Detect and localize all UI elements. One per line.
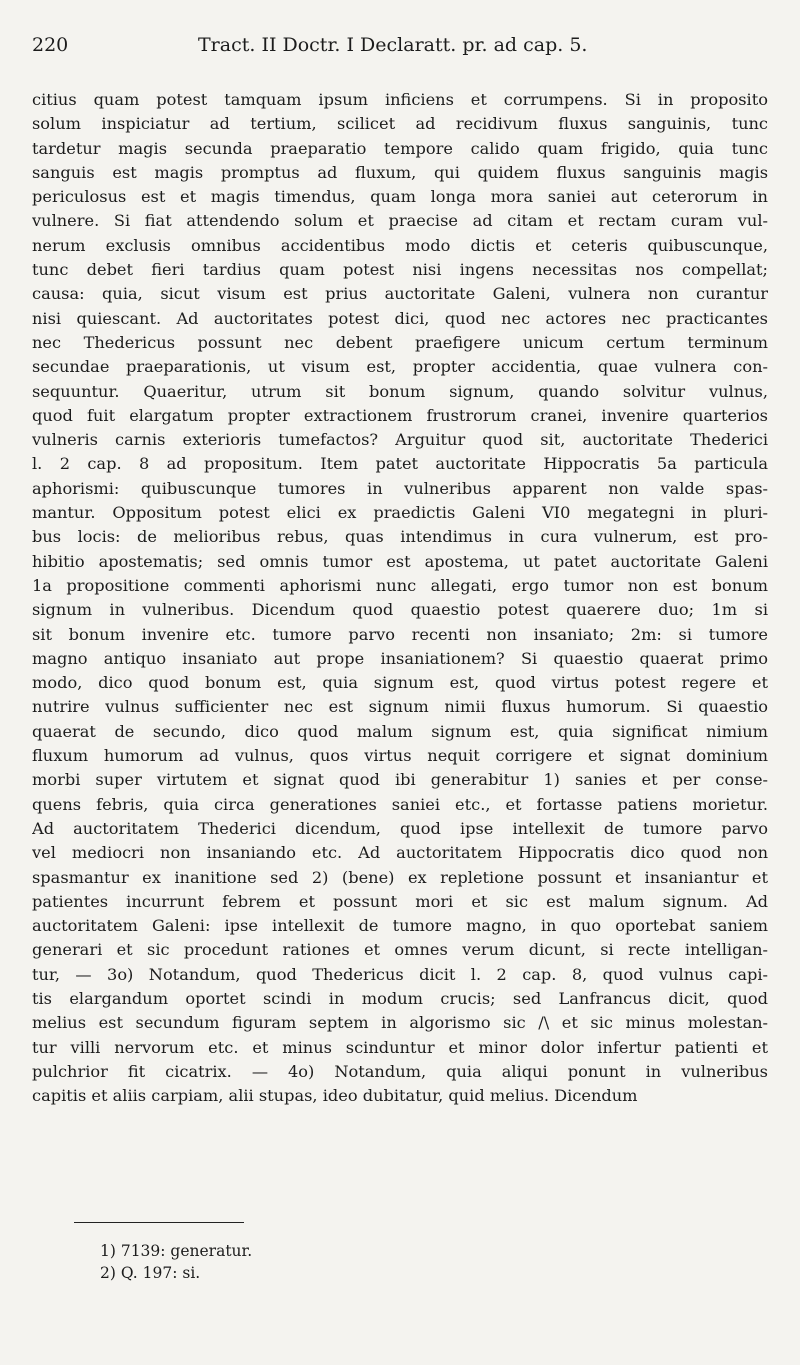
text-line: secundae praeparationis, ut visum est, propter accidentia, quae vulnera con- bbox=[32, 357, 768, 377]
text-line: nisi quiescant. Ad auctoritates potest dici, quod nec actores nec practicantes bbox=[32, 308, 768, 328]
footnote: 1) 7139: generatur. bbox=[100, 1242, 253, 1260]
text-line: tis elargandum oportet scindi in modum crucis; sed Lanfrancus dicit, quod bbox=[32, 988, 768, 1008]
text-line: vel mediocri non insaniando etc. Ad auctoritatem Hippocratis dico quod non bbox=[32, 843, 768, 863]
text-line: capitis et aliis carpiam, alii stupas, ideo dubitatur, quid melius. Dicendum bbox=[32, 1086, 638, 1106]
text-line: tur, — 3o) Notandum, quod Thedericus dicit l. 2 cap. 8, quod vulnus capi- bbox=[32, 964, 768, 984]
text-line: mantur. Oppositum potest elici ex praedictis Galeni VI0 megategni in pluri- bbox=[32, 503, 768, 523]
text-line: quaerat de secundo, dico quod malum signum est, quia significat nimium bbox=[32, 721, 768, 741]
text-line: magno antiquo insaniato aut prope insaniationem? Si quaestio quaerat primo bbox=[32, 648, 768, 668]
text-line: spasmantur ex inanitione sed 2) (bene) ex repletione possunt et insaniantur et bbox=[32, 867, 768, 887]
text-line: fluxum humorum ad vulnus, quos virtus nequit corrigere et signat dominium bbox=[32, 746, 768, 766]
text-line: periculosus est et magis timendus, quam longa mora saniei aut ceterorum in bbox=[32, 187, 768, 207]
footnotes bbox=[100, 1240, 500, 1284]
text-line: sit bonum invenire etc. tumore parvo recenti non insaniato; 2m: si tumore bbox=[32, 624, 768, 644]
text-line: morbi super virtutem et signat quod ibi generabitur 1) sanies et per conse- bbox=[32, 770, 768, 790]
text-line: 1a propositione commenti aphorismi nunc allegati, ergo tumor non est bonum bbox=[32, 575, 768, 595]
text-line: signum in vulneribus. Dicendum quod quaestio potest quaerere duo; 1m si bbox=[32, 600, 768, 620]
text-line: sequuntur. Quaeritur, utrum sit bonum signum, quando solvitur vulnus, bbox=[32, 381, 768, 401]
text-line: pulchrior fit cicatrix. — 4o) Notandum, quia aliqui ponunt in vulneribus bbox=[32, 1061, 768, 1081]
text-line: tardetur magis secunda praeparatio tempore calido quam frigido, quia tunc bbox=[32, 138, 768, 158]
text-line: hibitio apostematis; sed omnis tumor est apostema, ut patet auctoritate Galeni bbox=[32, 551, 768, 571]
text-line: modo, dico quod bonum est, quia signum est, quod virtus potest regere et bbox=[32, 673, 768, 693]
text-line: melius est secundum figuram septem in algorismo sic /\ et sic minus molestan- bbox=[32, 1013, 768, 1033]
text-line: generari et sic procedunt rationes et omnes verum dicunt, si recte intelligan- bbox=[32, 940, 768, 960]
text-line: bus locis: de melioribus rebus, quas intendimus in cura vulnerum, est pro- bbox=[32, 527, 768, 547]
body-text bbox=[32, 88, 768, 1108]
text-line: tur villi nervorum etc. et minus scinduntur et minor dolor infertur patienti et bbox=[32, 1037, 768, 1057]
text-line: citius quam potest tamquam ipsum inficiens et corrumpens. Si in proposito bbox=[32, 90, 768, 109]
text-line: causa: quia, sicut visum est prius auctoritate Galeni, vulnera non curantur bbox=[32, 284, 768, 304]
text-line: quens febris, quia circa generationes saniei etc., et fortasse patiens morietur. bbox=[32, 794, 768, 814]
text-line: nec Thedericus possunt nec debent praefigere unicum certum terminum bbox=[32, 332, 768, 352]
text-line: quod fuit elargatum propter extractionem frustrorum cranei, invenire quarterios bbox=[32, 405, 768, 425]
running-head: Tract. II Doctr. I Declaratt. pr. ad cap. 5. bbox=[198, 34, 588, 56]
page-number: 220 bbox=[32, 34, 69, 56]
text-line: vulnere. Si fiat attendendo solum et praecise ad citam et rectam curam vul- bbox=[32, 211, 768, 231]
text-line: Ad auctoritatem Thederici dicendum, quod ipse intellexit de tumore parvo bbox=[32, 818, 768, 838]
page-header bbox=[32, 34, 772, 64]
text-line: patientes incurrunt febrem et possunt mori et sic est malum signum. Ad bbox=[32, 891, 768, 911]
text-line: nutrire vulnus sufficienter nec est signum nimii fluxus humorum. Si quaestio bbox=[32, 697, 768, 717]
footnote: 2) Q. 197: si. bbox=[100, 1264, 201, 1282]
text-line: vulneris carnis exterioris tumefactos? Arguitur quod sit, auctoritate Thederici bbox=[32, 430, 768, 450]
footnote-rule bbox=[74, 1222, 244, 1223]
text-line: nerum exclusis omnibus accidentibus modo dictis et ceteris quibuscunque, bbox=[32, 235, 768, 255]
text-line: aphorismi: quibuscunque tumores in vulneribus apparent non valde spas- bbox=[32, 478, 768, 498]
text-line: solum inspiciatur ad tertium, scilicet ad recidivum fluxus sanguinis, tunc bbox=[32, 114, 768, 134]
text-line: tunc debet fieri tardius quam potest nisi ingens necessitas nos compellat; bbox=[32, 260, 768, 280]
text-line: sanguis est magis promptus ad fluxum, qui quidem fluxus sanguinis magis bbox=[32, 162, 768, 182]
text-line: auctoritatem Galeni: ipse intellexit de tumore magno, in quo oportebat saniem bbox=[32, 916, 768, 936]
text-line: l. 2 cap. 8 ad propositum. Item patet auctoritate Hippocratis 5a particula bbox=[32, 454, 768, 474]
